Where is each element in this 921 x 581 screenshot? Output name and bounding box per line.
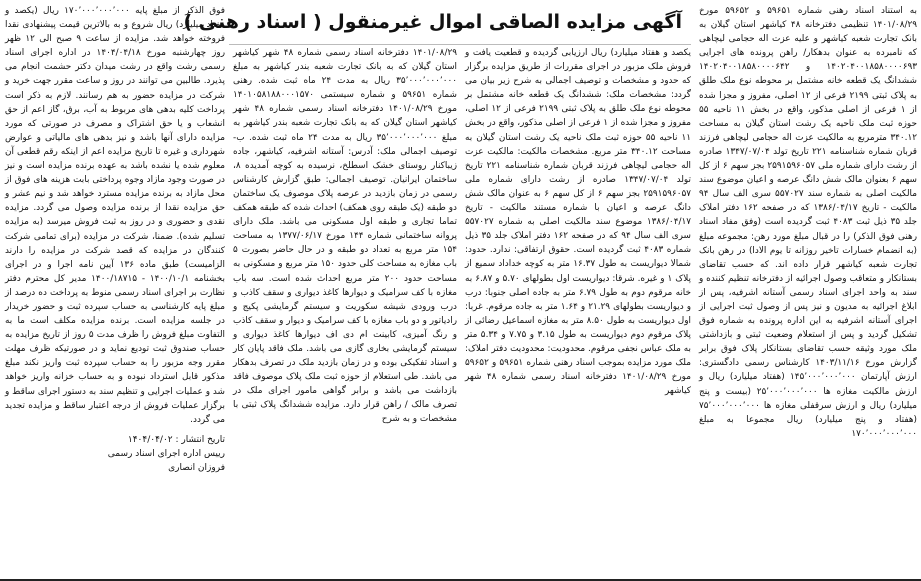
- column-1-text: به استناد اسناد رهنی شماره ۵۹۶۵۱ و ۵۹۶۵۲ مورخ ۱۴۰۱/۰۸/۲۹ تنظیمی دفترخانه ۴۸ کیاشهر استان گیلان به بانک تجارت شعبه کیاشهر و علیه عزت اله حجامی لیچاهی که نامبرده به عنوان بدهکار/ راهن پرونده های اجرایی ۱۴۰۲۰۴۰۰۱۸۵۸۰۰۰۰۶۹۳ و ۱۴۰۲۰۴۰۰۱۸۵۸۰۰۰۰۶۴۲ ششدانگ یک قطعه خانه مشتمل بر محوطه نوع ملک طلق به پلاک ثبتی ۲۱۹۹ فرعی از ۱۲ اصلی، مفروز و مجزا شده از ۱ فرعی از اصلی مذکور، واقع در بخش ۱۱ ناحیه ۵۵ حوزه ثبت ملک ناحیه یک رشت استان گیلان به مساحت ۳۴۰.۱۲ مترمربع به مالکیت عزت اله حجامی لیچاهی فرزند قربان شماره شناسنامه ۲۲۱ تاریخ تولد ۱۳۴۷/۰۷/۰۴ صادره از رشت دارای شماره ملی ۲۵۹۱۵۹۶۰۵۷ بجز سهم ۶ از کل سهم ۶ بعنوان مالک شش دانگ عرصه و اعیان موضوع سند مالکیت اصلی به شماره سند ۵۵۷۰۲۷ سری الف سال ۹۴ مالکیت - تاریخ ۱۳۸۶/۰۴/۱۷ که در صفحه ۱۶۲ دفتر املاک جلد ۳۵ ذیل ثبت ۴۰۸۳ ثبت گردیده است (وفق مفاد اسناد رهنی فوق الذکر) را در قبال مبلغ مورد رهن: مجموعه مبلغ (به انضمام خسارات تاخیر روزانه تا یوم الادا) در رهن بانک تجارت شعبه کیاشهر قرار داده اند. که حسب تقاضای بستانکار و متعاقب وصول اجرائیه از دفترخانه تنظیم کننده و سند به واحد اجرای اسناد رسمی آستانه اشرفیه، پس از ابلاغ اجرائیه به مدیون و نیز پس از وصول ثبت اجرایی از اجرای آستانه اشرفیه به این اداره پرونده به شماره فوق تشکیل گردید و پس از استعلام وضعیت ثبتی و بازداشتی ملک مورد وثیقه حسب تقاضای بستانکار پلاک فوق برابر گزارش مورخ ۱۴۰۳/۱۱/۱۶ کارشناس رسمی دادگستری: ارزش آپارتمان ۱۴۵٬۰۰۰٬۰۰۰٬۰۰۰ (هفتاد میلیارد) ریال و ارزش مالکیت مغازه ها ۲۵٬۰۰۰٬۰۰۰٬۰۰۰ (بیست و پنج میلیارد) ریال و ارزش سرقفلی مغازه ها ۷۵٬۰۰۰٬۰۰۰٬۰۰۰ (هفتاد و پنج میلیارد) ریال مجموعا به مبلغ ۱۷۰٬۰۰۰٬۰۰۰٬۰۰۰: [699, 6, 918, 439]
- text-column-4: [3, 4, 225, 575]
- publication-date: تاریخ انتشار : ۱۴۰۴/۰۴/۰۲: [127, 434, 225, 445]
- title-divider: [229, 44, 691, 45]
- text-column-1: [695, 4, 917, 575]
- signer-name: فروزان انصاری: [168, 462, 225, 473]
- signer-role: رییس اداره اجرای اسناد رسمی: [107, 448, 225, 459]
- column-3-text: ۱۴۰۱/۰۸/۲۹ دفترخانه اسناد رسمی شماره ۴۸ شهر کیاشهر استان گیلان که به بانک تجارت شعبه بندر کیاشهر به مبلغ ۳۵٬۰۰۰٬۰۰۰٬۰۰۰ ریال به مدت ۲۴ ماه ثبت شده. رهنی شماره ۵۹۶۵۱ و شماره سیستمی ۱۴۰۱۰۵۸۱۸۸۰۰۰۱۵۷۰ مورخ ۱۴۰۱/۰۸/۲۹ دفترخانه اسناد رسمی شماره ۴۸ شهر کیاشهر استان گیلان که به بانک تجارت شعبه بندر کیاشهر به مبلغ ۳۵٬۰۰۰٬۰۰۰٬۰۰۰ ریال به مدت ۲۴ ماه ثبت شده. ب- توصیف اجمالی ملک: آدرس: آستانه اشرفیه، کیاشهر، جاده زیباکنار روستای خشک اسطلخ، نرسیده به کوچه آمدیده ۸، ساختمان ایرانیان. توصیف اجمالی: طبق گزارش کارشناس رسمی در زمان بازدید در عرصه پلاک موصوف یک ساختمان دو طبقه (یک طبقه روی همکف) احداث شده که طبقه همکف تماما تجاری و طبقه اول مسکونی می باشد. ملک دارای پروانه ساختمانی شماره ۱۴۴ مورخ ۱۳۷۷/۰۶/۱۷ به مساحت ۱۵۴ متر مربع به تعداد دو طبقه و در حال حاضر بصورت ۵ باب مغازه به مساحت کلی حدود ۱۵۰ متر مربع و مسکونی به مساحت حدود ۲۰۰ متر مربع احداث شده است. سه باب مغازه با کف سرامیک و دیوارها کاغذ دیواری و سقف کاذب و درب ورودی شیشه سکوریت و سیستم گرمایشی پکیج و رادیاتور و دو باب مغازه با کف سرامیک و دیوار و سقف کاذب و رنگ آمیزی، کابینت ام دی اف دیوارها کاغذ دیواری و سیستم گرمایشی بخاری گازی می باشد. ملک فاقد پایان کار و اسناد تفکیکی بوده و در زمان بازدید ملک در تصرف بدهکار می باشد. طی استعلام از حوزه ثبت ملک پلاک موصوف فاقد بازداشت می باشد و برابر گواهی مامور اجرای ملک در تصرف مالک / راهن قرار دارد. مزایده ششدانگ پلاک ثبتی با مشخصات و به شرح: [233, 48, 458, 425]
- column-4-text: فوق الذکر از مبلغ پایه ۱۷۰٬۰۰۰٬۰۰۰٬۰۰۰ ریال (یکصد و هفتاد میلیارد) ریال شروع و به بالاترین قیمت پیشنهادی نقدا فروخته خواهد شد. مزایده از ساعت ۹ صبح الی ۱۲ ظهر روز چهارشنبه مورخ ۱۴۰۴/۰۴/۱۸ در اداره اجرای اسناد رسمی رشت واقع در رشت میدان دکتر حشمت انجام می پذیرد. طالبین می توانند در روز و ساعت مقرر جهت خرید و شرکت در مزایده حضور به هم رسانند. لازم به ذکر است پرداخت کلیه بدهی های مربوط به آب، برق، گاز اعم از حق انشعاب و یا حق اشتراک و مصرف در صورتی که مورد مزایده دارای آنها باشد و نیز بدهی های مالیاتی و عوارض شهرداری و غیره تا تاریخ مزایده اعم از اینکه رقم قطعی آن معلوم شده یا نشده باشد به عهده برنده مزایده است و نیز در صورت وجود مازاد وجوه پرداختی بابت هزینه های فوق از محل مازاد به برنده مزایده مسترد خواهد شد و نیم عشر و حق مزایده نقدا از برنده مزایده وصول می گردد. مزایده نقدی و حضوری و در روز به ثبت فروش میرسد (به مزایده تسلیم شده). ضمنا، شرکت در مزایده (برای تمامی شرکت کنندگان در مزایده که قصد شرکت در مزایده را دارند الزامیست) طبق ماده ۱۳۶ آیین نامه اجرا و در اجرای بخشنامه ۱۴۰۰/۱۰/۱ - ۱۴۰۰/۱۸۷۱۵ مدیر کل محترم دفتر نظارت بر اجرای اسناد رسمی منوط به پرداخت ده درصد از مبلغ پایه کارشناسی به حساب سپرده ثبت و حضور خریدار در جلسه مزایده است. برنده مزایده مکلف است ما به التفاوت مبلغ فروش را ظرف مدت ۵ روز از تاریخ مزایده به حساب صندوق ثبت تودیع نماید و در صورتیکه ظرف مهلت مقرر وجه مزبور را به حساب سپرده ثبت واریز نکند مبلغ مذکور قابل استرداد نبوده و به حساب خزانه واریز خواهد شد و عملیات اجرایی و تنظیم سند به دستور اجرای ساقط و برگزار عملیات فروش از درجه اعتبار ساقط و مزایده تجدید می گردد.: [5, 6, 225, 425]
- text-column-3: [229, 46, 457, 575]
- notice-title: آگهی مزایده الصاقی اموال غیرمنقول ( اسناد رهنی ): [183, 11, 682, 33]
- column-2-text: یکصد و هفتاد میلیارد) ریال ارزیابی گردیده و قطعیت یافت و فروش ملک مزبور در اجرای مقررات از طریق مزایده برگزار که حدود و مشخصات و توصیف اجمالی به شرح زیر بیان می گردد: مشخصات ملک: ششدانگ یک قطعه خانه مشتمل بر محوطه نوع ملک طلق به پلاک ثبتی ۲۱۹۹ فرعی از ۱۲ اصلی، مفروز و مجزا شده از ۱ فرعی از اصلی مذکور، واقع در بخش ۱۱ ناحیه ۵۵ حوزه ثبت ملک ناحیه یک رشت استان گیلان به مساحت ۳۴۰.۱۲ متر مربع. مشخصات مالکیت: مالکیت عزت اله حجامی لیچاهی فرزند قربان شماره شناسنامه ۲۲۱ تاریخ تولد ۱۳۴۷/۰۷/۰۴ صادره از رشت دارای شماره ملی ۲۵۹۱۵۹۶۰۵۷ بجز سهم ۶ از کل سهم ۶ به عنوان مالک شش دانگ عرصه و اعیان با شماره مستند مالکیت - تاریخ ۱۳۸۶/۰۴/۱۷ موضوع سند مالکیت اصلی به شماره ۵۵۷۰۲۷ سری الف سال ۹۴ که در صفحه ۱۶۲ دفتر املاک جلد ۳۵ ذیل شماره ۴۰۸۳ ثبت گردیده است. حقوق ارتفاقی: ندارد. حدود: شمالا دیواریست به طول ۱۶.۳۷ متر به کوچه خداداد سمیع از پلاک ۱ و غیره. شرقا: دیواریست اول بطولهای ۵.۷۰ و ۶.۸۷ به خانه مرقوم دوم به طول ۶.۷۹ متر به جاده اصلی جنوبا: درب و دیواریست بطولهای ۲۱.۲۹ و ۱.۶۴ متر به جاده مرقوم. غربا: اول دیواریست به طول ۸.۵۰ متر به مغازه اسماعیل رضائی از پلاک مرقوم دوم دیواریست به طول ۳.۱۵ و ۷.۷۵ و ۵.۳۴ متر به ملک عباس نجفی مرقوم. محدودیت: محدودیت دفتر املاک: ملک مورد مزایده بموجب اسناد رهنی شماره ۵۹۶۵۱ و ۵۹۶۵۲ مورخ ۱۴۰۱/۰۸/۲۹ دفترخانه اسناد رسمی شماره ۴۸ شهر کیاشهر: [465, 48, 692, 397]
- text-column-2: [461, 46, 691, 575]
- signature-block: [5, 433, 225, 475]
